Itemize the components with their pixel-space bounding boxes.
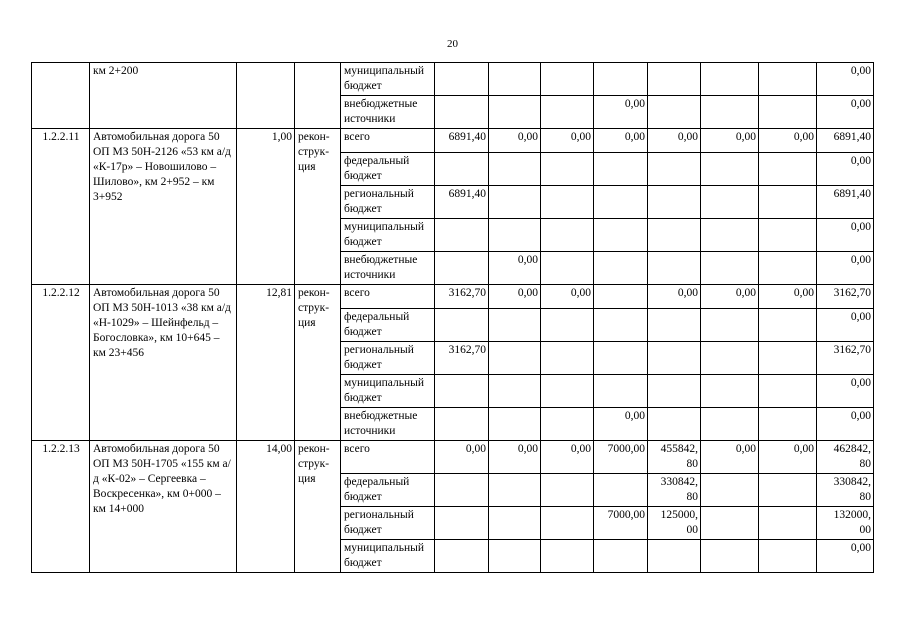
amount-cell: 330842, 80: [817, 474, 874, 507]
amount-cell: [648, 309, 701, 342]
amount-cell: [594, 219, 648, 252]
funding-source: федеральный бюджет: [341, 474, 435, 507]
amount-cell: 0,00: [759, 285, 817, 309]
amount-cell: [648, 375, 701, 408]
amount-cell: 0,00: [701, 285, 759, 309]
amount-cell: [648, 186, 701, 219]
amount-cell: [541, 342, 594, 375]
amount-cell: 3162,70: [817, 285, 874, 309]
amount-cell: [701, 507, 759, 540]
amount-cell: [435, 375, 489, 408]
amount-cell: [435, 540, 489, 573]
item-work-type: рекон-струк-ция: [295, 285, 341, 441]
amount-cell: [759, 63, 817, 96]
item-length: 14,00: [237, 441, 295, 573]
item-code: 1.2.2.13: [32, 441, 90, 573]
amount-cell: [759, 375, 817, 408]
funding-source: всего: [341, 441, 435, 474]
amount-cell: [701, 540, 759, 573]
amount-cell: 0,00: [648, 285, 701, 309]
amount-cell: [594, 252, 648, 285]
amount-cell: [594, 186, 648, 219]
item-length: 12,81: [237, 285, 295, 441]
amount-cell: 0,00: [817, 408, 874, 441]
amount-cell: [759, 507, 817, 540]
amount-cell: [759, 408, 817, 441]
amount-cell: [648, 153, 701, 186]
amount-cell: 0,00: [489, 441, 541, 474]
amount-cell: [648, 540, 701, 573]
amount-cell: [541, 540, 594, 573]
amount-cell: [759, 309, 817, 342]
item-code: 1.2.2.12: [32, 285, 90, 441]
item-name: км 2+200: [90, 63, 237, 129]
amount-cell: 0,00: [541, 129, 594, 153]
funding-source: всего: [341, 285, 435, 309]
amount-cell: [701, 309, 759, 342]
amount-cell: [489, 540, 541, 573]
amount-cell: 7000,00: [594, 507, 648, 540]
amount-cell: [594, 153, 648, 186]
amount-cell: [541, 63, 594, 96]
amount-cell: [759, 96, 817, 129]
amount-cell: [541, 474, 594, 507]
amount-cell: [701, 375, 759, 408]
table-row: [32, 285, 874, 309]
amount-cell: 0,00: [817, 375, 874, 408]
amount-cell: [759, 342, 817, 375]
amount-cell: [759, 474, 817, 507]
amount-cell: [489, 186, 541, 219]
amount-cell: [435, 63, 489, 96]
amount-cell: [701, 96, 759, 129]
funding-source: муниципальный бюджет: [341, 375, 435, 408]
amount-cell: [435, 309, 489, 342]
amount-cell: [541, 252, 594, 285]
amount-cell: 0,00: [817, 540, 874, 573]
amount-cell: [701, 219, 759, 252]
table-row: [32, 129, 874, 153]
amount-cell: 455842, 80: [648, 441, 701, 474]
amount-cell: 462842, 80: [817, 441, 874, 474]
table-row: [32, 63, 874, 96]
amount-cell: [594, 285, 648, 309]
item-work-type: рекон-струк-ция: [295, 129, 341, 285]
amount-cell: [541, 408, 594, 441]
amount-cell: 0,00: [489, 252, 541, 285]
amount-cell: [701, 474, 759, 507]
funding-source: всего: [341, 129, 435, 153]
amount-cell: 7000,00: [594, 441, 648, 474]
item-code: 1.2.2.11: [32, 129, 90, 285]
funding-source: муниципальный бюджет: [341, 219, 435, 252]
amount-cell: 132000, 00: [817, 507, 874, 540]
amount-cell: [701, 252, 759, 285]
item-length: 1,00: [237, 129, 295, 285]
amount-cell: [541, 186, 594, 219]
amount-cell: [489, 408, 541, 441]
funding-source: муниципальный бюджет: [341, 63, 435, 96]
amount-cell: [701, 63, 759, 96]
amount-cell: 0,00: [817, 219, 874, 252]
amount-cell: [594, 540, 648, 573]
amount-cell: 0,00: [701, 129, 759, 153]
amount-cell: [435, 474, 489, 507]
amount-cell: [701, 153, 759, 186]
amount-cell: [759, 219, 817, 252]
amount-cell: 0,00: [541, 441, 594, 474]
amount-cell: [489, 153, 541, 186]
amount-cell: [701, 408, 759, 441]
amount-cell: 0,00: [759, 129, 817, 153]
amount-cell: 6891,40: [817, 129, 874, 153]
amount-cell: [541, 153, 594, 186]
amount-cell: [435, 153, 489, 186]
item-work-type: рекон-струк-ция: [295, 441, 341, 573]
amount-cell: 0,00: [489, 129, 541, 153]
item-length: [237, 63, 295, 129]
amount-cell: 6891,40: [817, 186, 874, 219]
funding-source: внебюджетные источники: [341, 408, 435, 441]
funding-source: внебюджетные источники: [341, 96, 435, 129]
amount-cell: [541, 96, 594, 129]
amount-cell: 0,00: [817, 153, 874, 186]
amount-cell: [594, 63, 648, 96]
amount-cell: [759, 186, 817, 219]
amount-cell: [435, 507, 489, 540]
amount-cell: [489, 375, 541, 408]
amount-cell: 125000, 00: [648, 507, 701, 540]
amount-cell: [648, 408, 701, 441]
funding-source: муниципальный бюджет: [341, 540, 435, 573]
table-row: [32, 441, 874, 474]
amount-cell: [489, 219, 541, 252]
amount-cell: [489, 63, 541, 96]
amount-cell: [594, 309, 648, 342]
funding-source: региональный бюджет: [341, 186, 435, 219]
item-name: Автомобильная дорога 50 ОП МЗ 50Н-2126 «53 км а/д «К-17р» – Новошилово – Шилово», км 2+952 – км 3+952: [90, 129, 237, 285]
amount-cell: [435, 219, 489, 252]
item-name: Автомобильная дорога 50 ОП МЗ 50Н-1013 «38 км а/д «Н-1029» – Шейнфельд – Богословка», км 10+645 – км 23+456: [90, 285, 237, 441]
amount-cell: [759, 252, 817, 285]
page-number: 20: [447, 38, 458, 50]
amount-cell: [541, 219, 594, 252]
amount-cell: [648, 219, 701, 252]
amount-cell: [435, 252, 489, 285]
amount-cell: 0,00: [817, 63, 874, 96]
amount-cell: [594, 375, 648, 408]
amount-cell: 0,00: [594, 408, 648, 441]
amount-cell: [489, 474, 541, 507]
amount-cell: 0,00: [701, 441, 759, 474]
funding-source: внебюджетные источники: [341, 252, 435, 285]
amount-cell: 0,00: [541, 285, 594, 309]
funding-source: региональный бюджет: [341, 507, 435, 540]
amount-cell: [435, 408, 489, 441]
funding-source: региональный бюджет: [341, 342, 435, 375]
amount-cell: 0,00: [594, 96, 648, 129]
amount-cell: [489, 507, 541, 540]
amount-cell: [489, 342, 541, 375]
amount-cell: [648, 252, 701, 285]
amount-cell: [759, 540, 817, 573]
amount-cell: [701, 342, 759, 375]
amount-cell: [541, 507, 594, 540]
amount-cell: 6891,40: [435, 129, 489, 153]
amount-cell: 0,00: [817, 252, 874, 285]
item-name: Автомобильная дорога 50 ОП МЗ 50Н-1705 «155 км а/д «К-02» – Сергеевка – Воскресенка», км 0+000 – км 14+000: [90, 441, 237, 573]
amount-cell: [594, 474, 648, 507]
amount-cell: 0,00: [759, 441, 817, 474]
funding-source: федеральный бюджет: [341, 309, 435, 342]
amount-cell: [648, 63, 701, 96]
amount-cell: [759, 153, 817, 186]
amount-cell: 0,00: [435, 441, 489, 474]
amount-cell: [541, 309, 594, 342]
amount-cell: 6891,40: [435, 186, 489, 219]
amount-cell: 0,00: [648, 129, 701, 153]
amount-cell: [701, 186, 759, 219]
funding-source: федеральный бюджет: [341, 153, 435, 186]
amount-cell: 3162,70: [435, 342, 489, 375]
amount-cell: [594, 342, 648, 375]
amount-cell: 3162,70: [435, 285, 489, 309]
amount-cell: [648, 96, 701, 129]
amount-cell: 0,00: [817, 96, 874, 129]
amount-cell: [489, 309, 541, 342]
item-code: [32, 63, 90, 129]
item-work-type: [295, 63, 341, 129]
budget-table: [31, 62, 874, 573]
amount-cell: [489, 96, 541, 129]
amount-cell: [435, 96, 489, 129]
amount-cell: [648, 342, 701, 375]
amount-cell: 0,00: [489, 285, 541, 309]
amount-cell: [541, 375, 594, 408]
amount-cell: 0,00: [594, 129, 648, 153]
amount-cell: 330842, 80: [648, 474, 701, 507]
amount-cell: 3162,70: [817, 342, 874, 375]
amount-cell: 0,00: [817, 309, 874, 342]
